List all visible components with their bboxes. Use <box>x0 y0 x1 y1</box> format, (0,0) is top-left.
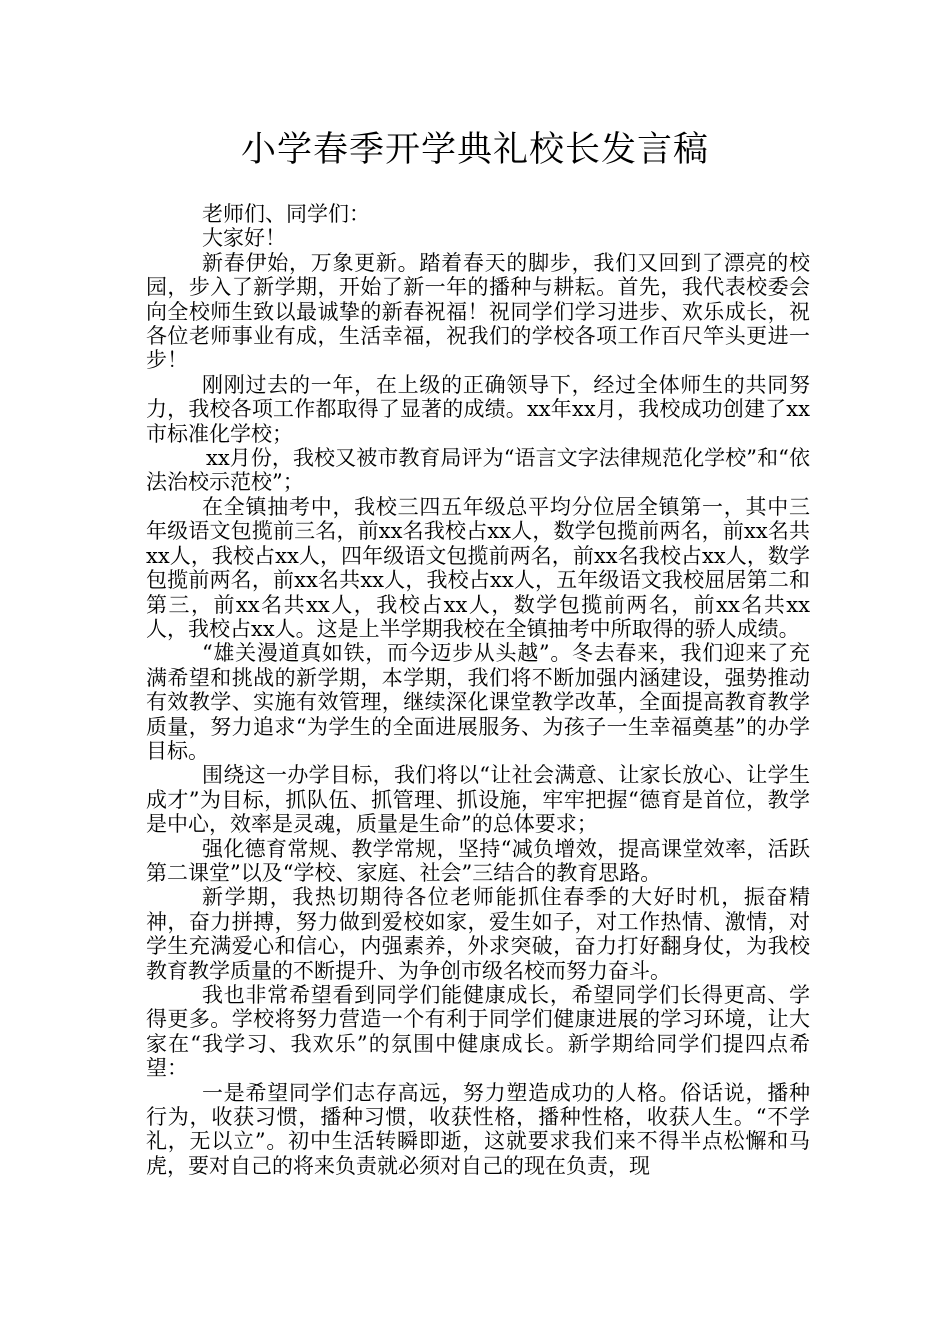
paragraph: 新学期，我热切期待各位老师能抓住春季的大好时机，振奋精神，奋力拼搏，努力做到爱校如家，爱生如子，对工作热情、激情，对学生充满爱心和信心，内强素养，外求突破，奋力打好翻身仗，为我校教育教学质量的不断提升、为争创市级名校而努力奋斗。 <box>146 885 810 983</box>
paragraph: 强化德育常规、教学常规，坚持“减负增效，提高课堂效率，活跃第二课堂”以及“学校、家庭、社会”三结合的教育思路。 <box>146 836 810 885</box>
paragraph: 刚刚过去的一年，在上级的正确领导下，经过全体师生的共同努力，我校各项工作都取得了显著的成绩。xx年xx月，我校成功创建了xx市标准化学校； <box>146 372 810 446</box>
document-body <box>146 202 810 1178</box>
salutation: 老师们、同学们： <box>202 202 370 226</box>
document-title: 小学春季开学典礼校长发言稿 <box>240 130 709 170</box>
paragraph: “雄关漫道真如铁，而今迈步从头越”。冬去春来，我们迎来了充满希望和挑战的新学期，本学期，我们将不断加强内涵建设，强势推动有效教学、实施有效管理，继续深化课堂教学改革，全面提高教育教学质量，努力追求“为学生的全面进展服务、为孩子一生幸福奠基”的办学目标。 <box>146 641 810 763</box>
paragraph: 在全镇抽考中，我校三四五年级总平均分位居全镇第一，其中三年级语文包揽前三名，前xx名我校占xx人，数学包揽前两名，前xx名共xx人，我校占xx人，四年级语文包揽前两名，前xx名我校占xx人，数学包揽前两名，前xx名共xx人，我校占xx人，五年级语文我校屈居第二和第三，前xx名共xx人，我校占xx人，数学包揽前两名，前xx名共xx人，我校占xx人。这是上半学期我校在全镇抽考中所取得的骄人成绩。 <box>146 494 810 641</box>
greeting: 大家好！ <box>202 226 286 251</box>
paragraph: 围绕这一办学目标，我们将以“让社会满意、让家长放心、让学生成才”为目标，抓队伍、抓管理、抓设施，牢牢把握“德育是首位，教学是中心，效率是灵魂，质量是生命”的总体要求； <box>146 763 810 837</box>
paragraph: xx月份，我校又被市教育局评为“语言文字法律规范化学校”和“依法治校示范校”； <box>146 446 810 495</box>
paragraph: 一是希望同学们志存高远，努力塑造成功的人格。俗话说，播种行为，收获习惯，播种习惯，收获性格，播种性格，收获人生。“不学礼，无以立”。初中生活转瞬即逝，这就要求我们来不得半点松懈和马虎，要对自己的将来负责就必须对自己的现在负责，现 <box>146 1080 810 1178</box>
paragraph: 新春伊始，万象更新。踏着春天的脚步，我们又回到了漂亮的校园，步入了新学期，开始了新一年的播种与耕耘。首先，我代表校委会向全校师生致以最诚挚的新春祝福！祝同学们学习进步、欢乐成长，祝各位老师事业有成，生活幸福，祝我们的学校各项工作百尺竿头更进一步！ <box>146 250 810 373</box>
paragraph: 我也非常希望看到同学们能健康成长，希望同学们长得更高、学得更多。学校将努力营造一个有利于同学们健康进展的学习环境，让大家在“我学习、我欢乐”的氛围中健康成长。新学期给同学们提四点希望： <box>146 983 810 1081</box>
